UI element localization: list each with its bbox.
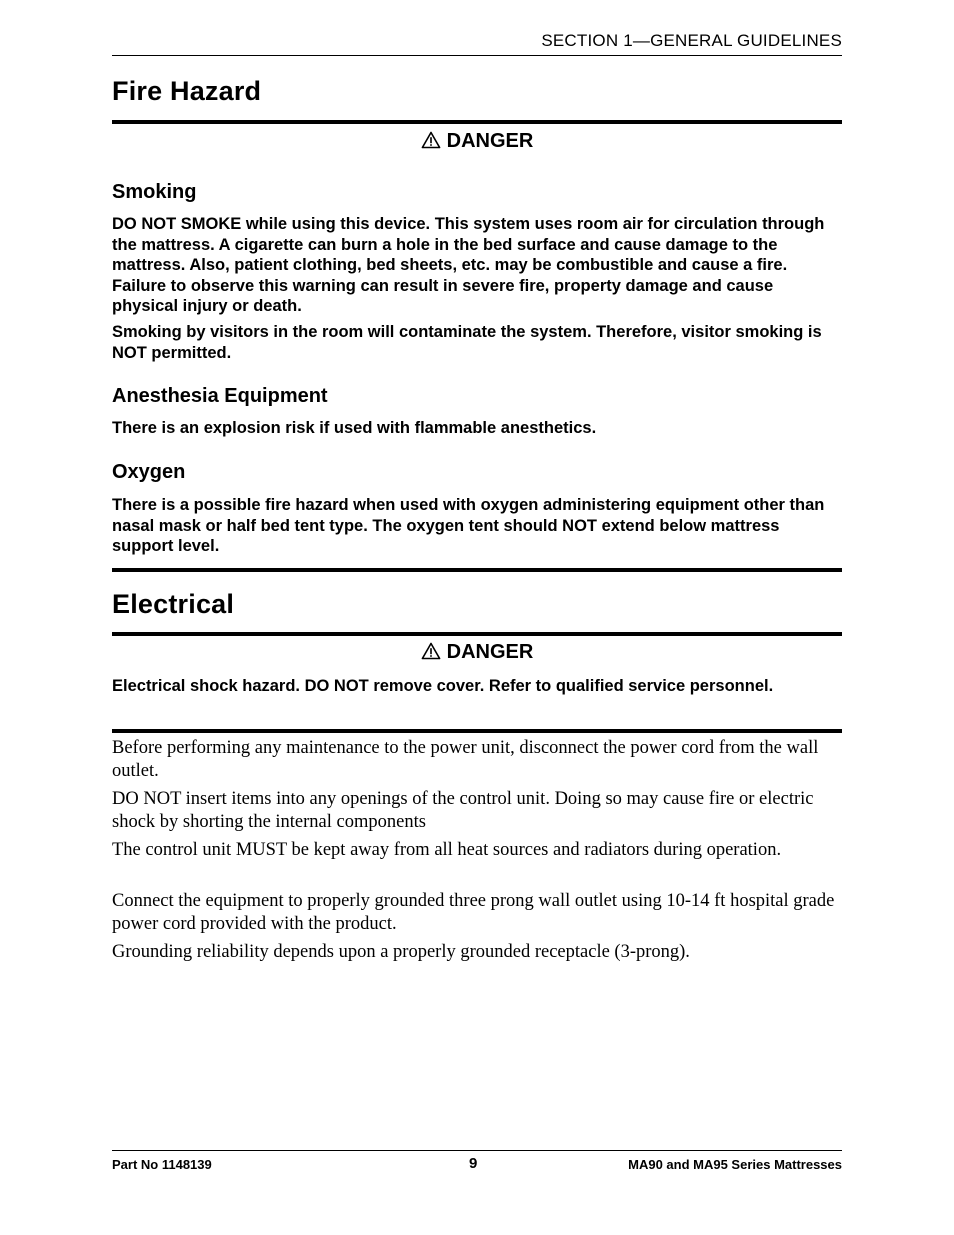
electrical-paragraph-5: Grounding reliability depends upon a properly grounded receptacle (3-prong).	[112, 942, 690, 962]
danger-text: DANGER	[446, 130, 534, 152]
electrical-paragraph-4: Connect the equipment to properly grounded three prong wall outlet using 10-14 ft hospital grade power cord provided with the product.	[112, 891, 835, 934]
electrical-paragraph-2: DO NOT insert items into any openings of the control unit. Doing so may cause fire or electric shock by shorting the internal components	[112, 789, 814, 832]
electrical-bottom-rule	[112, 729, 842, 733]
electrical-paragraph-1: Before performing any maintenance to the power unit, disconnect the power cord from the wall outlet.	[112, 738, 819, 781]
electrical-title: Electrical	[112, 589, 235, 619]
footer-page-number: 9	[469, 1155, 478, 1172]
header-rule	[112, 55, 842, 56]
smoking-paragraph-1: DO NOT SMOKE while using this device. This system uses room air for circulation through the mattress. A cigarette can burn a hole in the bed surface and cause damage to the mattress. Also, patient clothing, bed sheets, etc. may be combustible and cause a fire. Failure to observe this warning can result in severe fire, property damage and cause physical injury or death.	[112, 215, 825, 315]
anesthesia-paragraph: There is an explosion risk if used with flammable anesthetics.	[112, 419, 597, 437]
oxygen-paragraph: There is a possible fire hazard when used with oxygen administering equipment other than nasal mask or half bed tent type. The oxygen tent should NOT extend below mattress support level.	[112, 496, 825, 555]
fire-danger-label	[112, 130, 842, 155]
electrical-top-rule	[112, 632, 842, 636]
smoking-heading: Smoking	[112, 181, 197, 203]
fire-bottom-rule	[112, 568, 842, 572]
fire-top-rule	[112, 120, 842, 124]
warning-triangle-icon	[421, 131, 441, 155]
electrical-warning: Electrical shock hazard. DO NOT remove cover. Refer to qualified service personnel.	[112, 677, 774, 695]
smoking-paragraph-2: Smoking by visitors in the room will contaminate the system. Therefore, visitor smoking is NOT permitted.	[112, 323, 822, 362]
electrical-paragraph-3: The control unit MUST be kept away from all heat sources and radiators during operation.	[112, 840, 782, 860]
footer-product: MA90 and MA95 Series Mattresses	[628, 1157, 842, 1172]
section-header: SECTION 1—GENERAL GUIDELINES	[541, 31, 842, 50]
footer-part-number: Part No 1148139	[112, 1157, 212, 1172]
footer-rule	[112, 1150, 842, 1151]
oxygen-heading: Oxygen	[112, 461, 186, 483]
warning-triangle-icon	[421, 642, 441, 666]
danger-text: DANGER	[446, 641, 534, 663]
fire-hazard-title: Fire Hazard	[112, 76, 262, 106]
electrical-danger-label	[112, 641, 842, 666]
anesthesia-heading: Anesthesia Equipment	[112, 385, 328, 407]
